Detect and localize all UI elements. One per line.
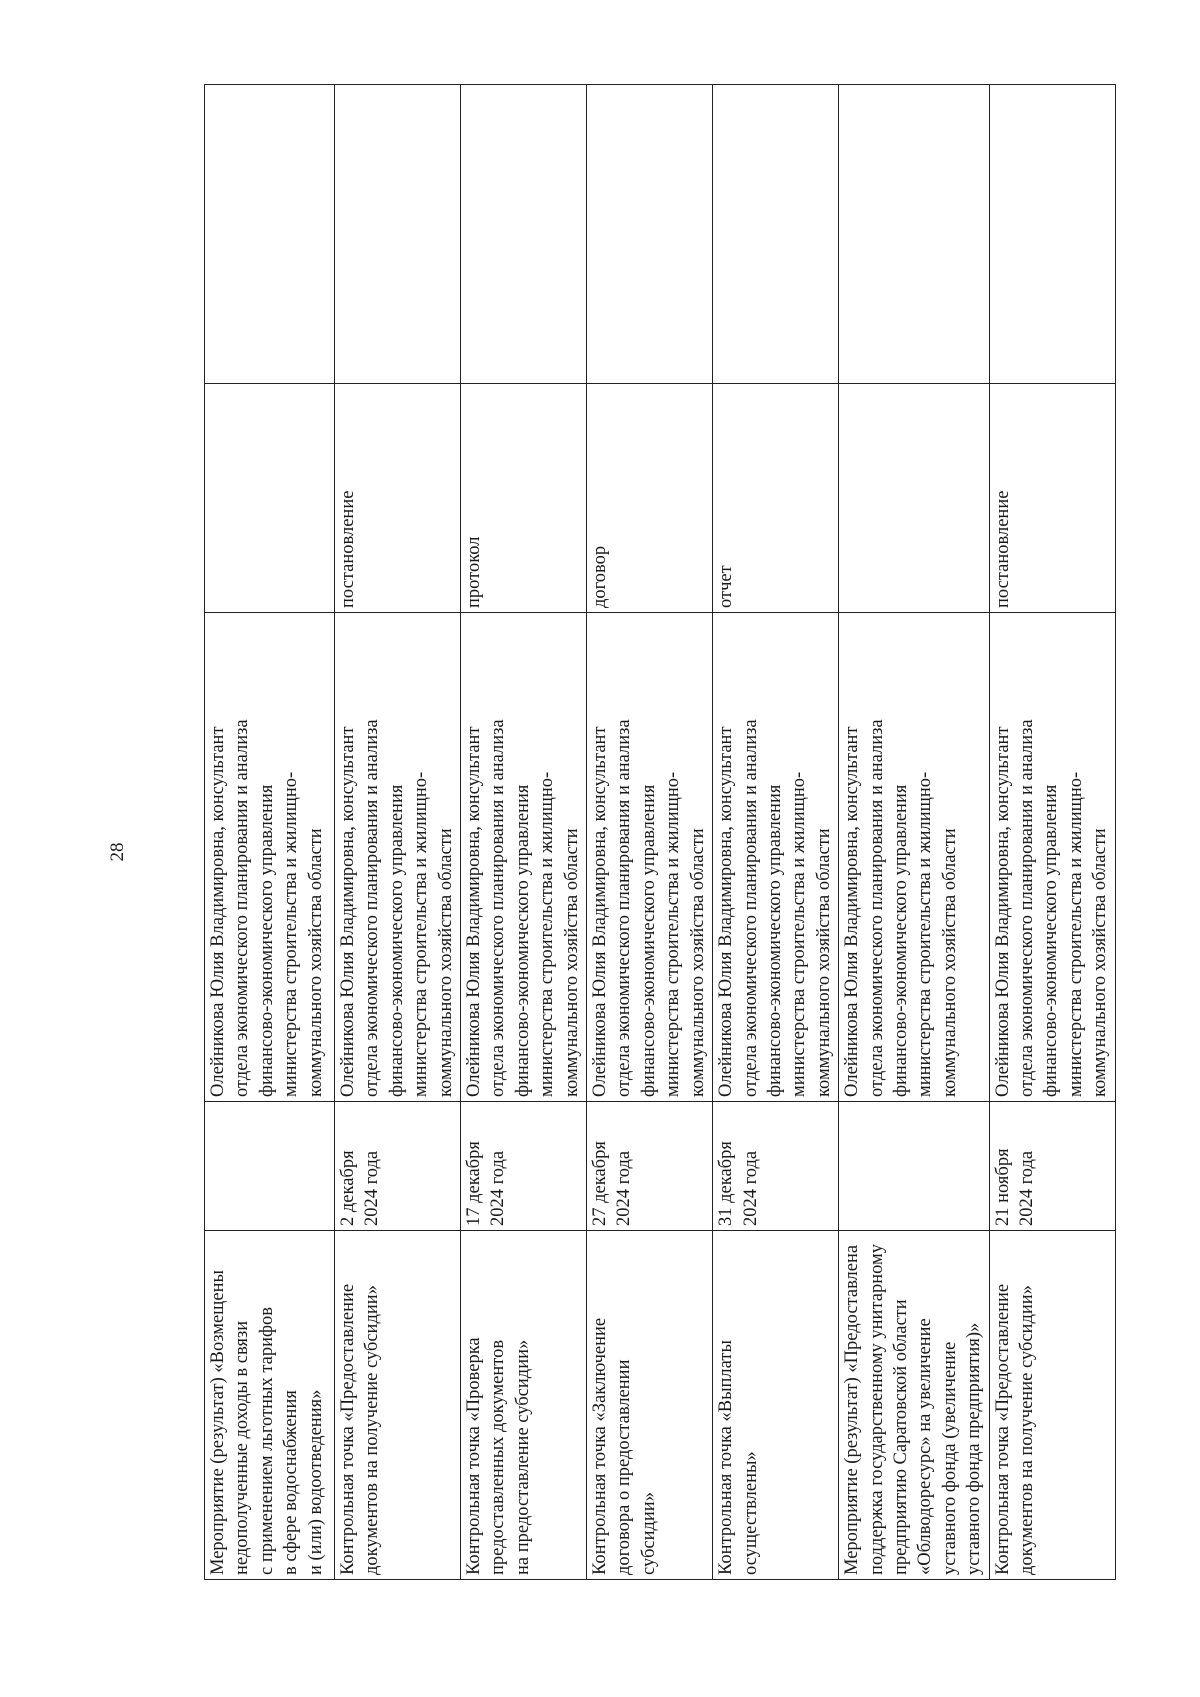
cell-responsible: Олейникова Юлия Владимировна, консультант отдела экономического планирования и анализа финансово-экономического управления министерства строительства и жилищно- коммунального хозяйства области	[587, 613, 713, 1102]
cell-activity: Контрольная точка «Предоставление документов на получение субсидии»	[989, 1231, 1115, 1580]
cell-activity: Контрольная точка «Выплаты осуществлены»	[713, 1231, 839, 1580]
cell-document: протокол	[461, 384, 587, 613]
cell-date	[839, 1102, 989, 1231]
cell-date	[205, 1102, 335, 1231]
cell-extra	[587, 85, 713, 384]
table-row	[205, 85, 335, 1580]
rotated-table-container	[204, 130, 1111, 1580]
table-row	[839, 85, 989, 1580]
page-number: 28	[107, 842, 128, 862]
cell-extra	[989, 85, 1115, 384]
cell-date: 31 декабря 2024 года	[713, 1102, 839, 1231]
table-row	[713, 85, 839, 1580]
cell-activity: Контрольная точка «Предоставление документов на получение субсидии»	[335, 1231, 461, 1580]
cell-extra	[461, 85, 587, 384]
cell-activity: Мероприятие (результат) «Предоставлена поддержка государственному унитарному предприятию Саратовской области «Облводоресурс» на увеличение уставного фонда (увеличение уставного фонда предприятия)»	[839, 1231, 989, 1580]
cell-document: постановление	[989, 384, 1115, 613]
table-row	[587, 85, 713, 1580]
cell-document	[205, 384, 335, 613]
cell-responsible: Олейникова Юлия Владимировна, консультант отдела экономического планирования и анализа финансово-экономического управления министерства строительства и жилищно- коммунального хозяйства области	[461, 613, 587, 1102]
cell-activity: Мероприятие (результат) «Возмещены недополученные доходы в связи с применением льготных тарифов в сфере водоснабжения и (или) водоотведения»	[205, 1231, 335, 1580]
cell-document: отчет	[713, 384, 839, 613]
cell-document: договор	[587, 384, 713, 613]
cell-responsible: Олейникова Юлия Владимировна, консультант отдела экономического планирования и анализа финансово-экономического управления министерства строительства и жилищно- коммунального хозяйства области	[335, 613, 461, 1102]
cell-document	[839, 384, 989, 613]
cell-date: 17 декабря 2024 года	[461, 1102, 587, 1231]
cell-responsible: Олейникова Юлия Владимировна, консультант отдела экономического планирования и анализа финансово-экономического управления министерства строительства и жилищно- коммунального хозяйства области	[989, 613, 1115, 1102]
table-row	[335, 85, 461, 1580]
plan-table	[204, 84, 1116, 1580]
cell-extra	[205, 85, 335, 384]
cell-responsible: Олейникова Юлия Владимировна, консультант отдела экономического планирования и анализа финансово-экономического управления министерства строительства и жилищно- коммунального хозяйства области	[839, 613, 989, 1102]
cell-extra	[713, 85, 839, 384]
cell-date: 27 декабря 2024 года	[587, 1102, 713, 1231]
table-row	[989, 85, 1115, 1580]
cell-responsible: Олейникова Юлия Владимировна, консультант отдела экономического планирования и анализа финансово-экономического управления министерства строительства и жилищно- коммунального хозяйства области	[205, 613, 335, 1102]
cell-extra	[335, 85, 461, 384]
cell-date: 2 декабря 2024 года	[335, 1102, 461, 1231]
cell-activity: Контрольная точка «Заключение договора о предоставлении субсидии»	[587, 1231, 713, 1580]
cell-responsible: Олейникова Юлия Владимировна, консультант отдела экономического планирования и анализа финансово-экономического управления министерства строительства и жилищно- коммунального хозяйства области	[713, 613, 839, 1102]
cell-document: постановление	[335, 384, 461, 613]
cell-activity: Контрольная точка «Проверка предоставленных документов на предоставление субсидии»	[461, 1231, 587, 1580]
table-row	[461, 85, 587, 1580]
cell-extra	[839, 85, 989, 384]
cell-date: 21 ноября 2024 года	[989, 1102, 1115, 1231]
